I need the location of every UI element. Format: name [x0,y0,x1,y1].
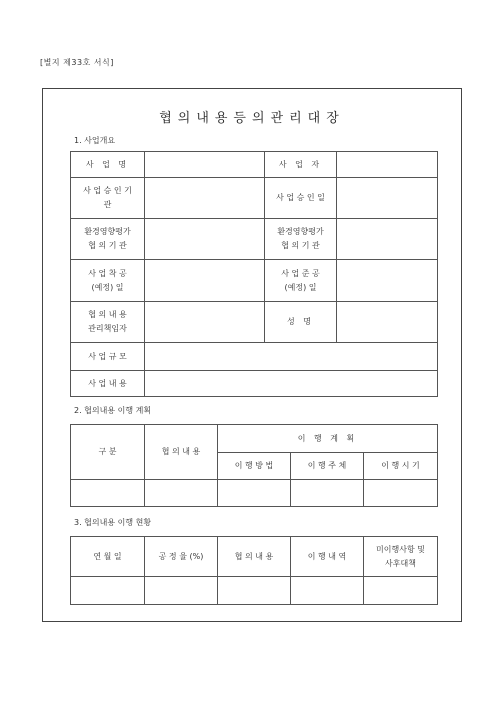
label-business-operator: 사 업 자 [265,152,337,178]
header-method: 이 행 방 법 [218,453,291,480]
status-cell-measures[interactable] [364,577,438,605]
field-completion-date[interactable] [337,260,438,302]
plan-cell-agreement[interactable] [145,480,218,507]
label-business-name: 사 업 명 [71,152,145,178]
plan-cell-method[interactable] [218,480,291,507]
field-scale[interactable] [145,343,438,371]
implementation-status-table [70,536,438,605]
header-plan: 이 행 계 획 [218,425,438,453]
header-timing: 이 행 시 기 [364,453,438,480]
label-scale: 사 업 규 모 [71,343,145,371]
label-approval-agency: 사 업 승 인 기 관 [71,178,145,219]
status-cell-details[interactable] [291,577,364,605]
form-number-label: [별지 제33호 서식] [40,58,114,67]
section2-heading: 2. 협의내용 이행 계획 [74,406,152,415]
section3-heading: 3. 협의내용 이행 현황 [74,518,152,527]
field-start-date[interactable] [145,260,265,302]
plan-cell-category[interactable] [71,480,145,507]
header-progress: 공 정 율 (%) [145,537,218,577]
field-eia-agency-right[interactable] [337,219,438,260]
field-business-name[interactable] [145,152,265,178]
label-eia-agency-right: 환경영향평가 협 의 기 관 [265,219,337,260]
header-date: 연 월 일 [71,537,145,577]
header-status-agreement: 협 의 내 용 [218,537,291,577]
field-approval-date[interactable] [337,178,438,219]
label-start-date: 사 업 착 공 (예정) 일 [71,260,145,302]
implementation-plan-table [70,424,438,507]
header-details: 이 행 내 역 [291,537,364,577]
status-cell-progress[interactable] [145,577,218,605]
label-eia-agency: 환경영향평가 협 의 기 관 [71,219,145,260]
label-content: 사 업 내 용 [71,371,145,397]
label-name: 성 명 [265,302,337,343]
business-overview-table [70,151,438,397]
field-business-operator[interactable] [337,152,438,178]
field-approval-agency[interactable] [145,178,265,219]
field-name[interactable] [337,302,438,343]
status-cell-date[interactable] [71,577,145,605]
form-title: 협의내용등의관리대장 [159,111,345,126]
field-eia-agency[interactable] [145,219,265,260]
status-cell-agreement[interactable] [218,577,291,605]
ledger-form [42,88,462,622]
header-agreement-content: 협 의 내 용 [145,425,218,480]
header-measures: 미이행사항 및 사후대책 [364,537,438,577]
field-content[interactable] [145,371,438,397]
header-category: 구 분 [71,425,145,480]
label-completion-date: 사 업 준 공 (예정) 일 [265,260,337,302]
plan-cell-subject[interactable] [291,480,364,507]
section1-heading: 1. 사업개요 [74,136,116,145]
plan-cell-timing[interactable] [364,480,438,507]
field-manager[interactable] [145,302,265,343]
label-approval-date: 사 업 승 인 일 [265,178,337,219]
label-manager: 협 의 내 용 관리책임자 [71,302,145,343]
header-subject: 이 행 주 체 [291,453,364,480]
